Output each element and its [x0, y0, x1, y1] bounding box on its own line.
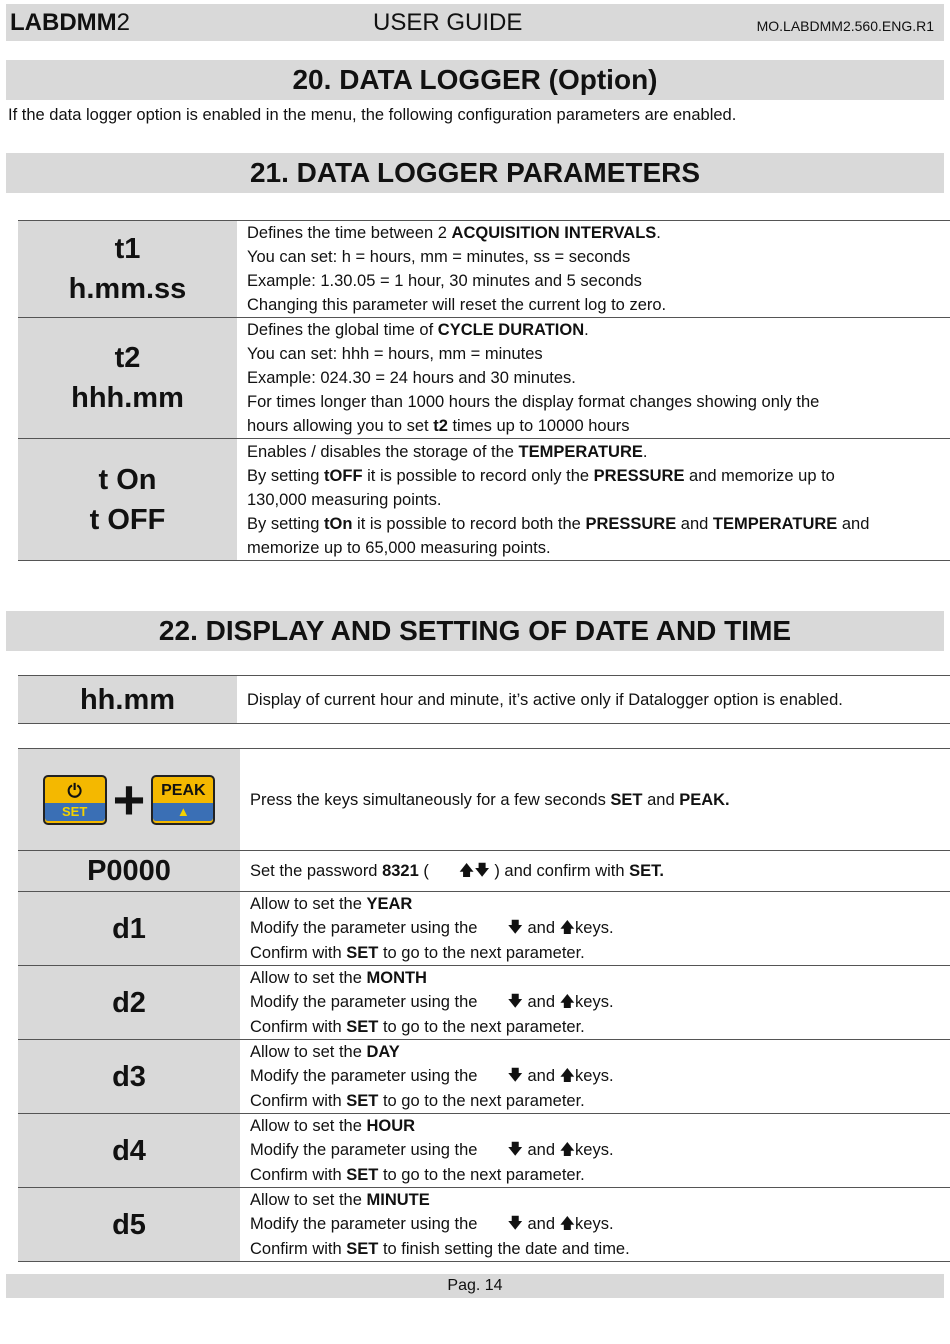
param-desc-hhmm: Display of current hour and minute, it’s active only if Datalogger option is enabled.: [247, 690, 843, 709]
down-arrow-icon: 🡇: [474, 861, 490, 879]
up-arrow-icon: 🡅: [559, 993, 576, 1010]
set-key-icon: ⏻ SET: [43, 775, 107, 825]
param-key-password: P0000: [18, 851, 240, 892]
document-title: USER GUIDE: [373, 9, 523, 36]
param-desc-d3: Allow to set the DAY Modify the parameter using the 🡇 and 🡅keys. Confirm with SET to go to the next parameter.: [250, 1043, 614, 1110]
table-row: [18, 851, 950, 892]
down-arrow-icon: 🡇: [507, 1141, 523, 1158]
param-key-d4: d4: [18, 1114, 240, 1188]
plus-icon: +: [112, 767, 146, 831]
param-desc-t2: Defines the global time of CYCLE DURATION. You can set: hhh = hours, mm = minutes Example: 024.30 = 24 hours and 30 minutes. For times longer than 1000 hours the display format changes showing only the hours allowing you to set t2 times up to 10000 hours: [247, 321, 820, 435]
page-header: [6, 4, 944, 41]
key-combination: [18, 749, 240, 851]
table-row: [18, 676, 950, 724]
section-20-title: 20. DATA LOGGER (Option): [6, 60, 944, 100]
up-arrow-icon: 🡅: [458, 861, 475, 879]
data-logger-parameters-table: [18, 220, 950, 561]
page-number: Pag. 14: [6, 1274, 944, 1298]
peak-key-icon: PEAK ▲: [151, 775, 215, 825]
down-arrow-icon: 🡇: [507, 919, 523, 936]
param-key-ton: t On t OFF: [18, 439, 237, 561]
up-arrow-icon: 🡅: [559, 1215, 576, 1232]
table-row: [18, 318, 950, 439]
param-key-d5: d5: [18, 1188, 240, 1262]
table-row: [18, 1040, 950, 1114]
param-key-d2: d2: [18, 966, 240, 1040]
table-row: [18, 1114, 950, 1188]
section-22-title: 22. DISPLAY AND SETTING OF DATE AND TIME: [6, 611, 944, 651]
param-desc-ton: Enables / disables the storage of the TEMPERATURE. By setting tOFF it is possible to record only the PRESSURE and memorize up to 130,000 measuring points. By setting tOn it is possible to record both the PRESSURE and TEMPERATURE and memorize up to 65,000 measuring points.: [247, 442, 870, 557]
date-time-setting-table: [18, 748, 950, 1262]
up-arrow-icon: 🡅: [559, 1141, 576, 1158]
param-desc-d4: Allow to set the HOUR Modify the parameter using the 🡇 and 🡅keys. Confirm with SET to go to the next parameter.: [250, 1117, 614, 1184]
param-desc-password: Set the password 8321 ( 🡅🡇 ) and confirm with SET.: [240, 851, 950, 892]
up-arrow-icon: 🡅: [559, 919, 576, 936]
down-arrow-icon: 🡇: [507, 993, 523, 1010]
param-key-hhmm: hh.mm: [18, 676, 237, 724]
key-combination-desc: Press the keys simultaneously for a few seconds SET and PEAK.: [250, 790, 730, 809]
table-row: [18, 439, 950, 561]
section-21-title: 21. DATA LOGGER PARAMETERS: [6, 153, 944, 193]
table-row: [18, 966, 950, 1040]
brand: LABDMM2: [10, 9, 130, 36]
param-key-t1: t1 h.mm.ss: [18, 221, 237, 318]
table-row: [18, 892, 950, 966]
time-display-table: [18, 675, 950, 724]
table-row: [18, 749, 950, 851]
table-row: [18, 221, 950, 318]
document-code: MO.LABDMM2.560.ENG.R1: [756, 18, 934, 34]
param-key-t2: t2 hhh.mm: [18, 318, 237, 439]
param-key-d1: d1: [18, 892, 240, 966]
param-desc-t1: Defines the time between 2 ACQUISITION INTERVALS. You can set: h = hours, mm = minutes, ss = seconds Example: 1.30.05 = 1 hour, 30 minutes and 5 seconds Changing this parameter will reset the current log to zero.: [247, 224, 667, 314]
param-key-d3: d3: [18, 1040, 240, 1114]
section-20-intro: If the data logger option is enabled in the menu, the following configuration parameters are enabled.: [8, 106, 737, 124]
param-desc-d2: Allow to set the MONTH Modify the parameter using the 🡇 and 🡅keys. Confirm with SET to go to the next parameter.: [250, 969, 614, 1036]
down-arrow-icon: 🡇: [507, 1215, 523, 1232]
up-arrow-icon: ▲: [153, 803, 213, 821]
table-row: [18, 1188, 950, 1262]
param-desc-d5: Allow to set the MINUTE Modify the parameter using the 🡇 and 🡅keys. Confirm with SET to finish setting the date and time.: [250, 1191, 630, 1258]
down-arrow-icon: 🡇: [507, 1067, 523, 1084]
param-desc-d1: Allow to set the YEAR Modify the parameter using the 🡇 and 🡅keys. Confirm with SET to go to the next parameter.: [250, 895, 614, 962]
up-arrow-icon: 🡅: [559, 1067, 576, 1084]
power-icon: ⏻: [67, 780, 82, 801]
